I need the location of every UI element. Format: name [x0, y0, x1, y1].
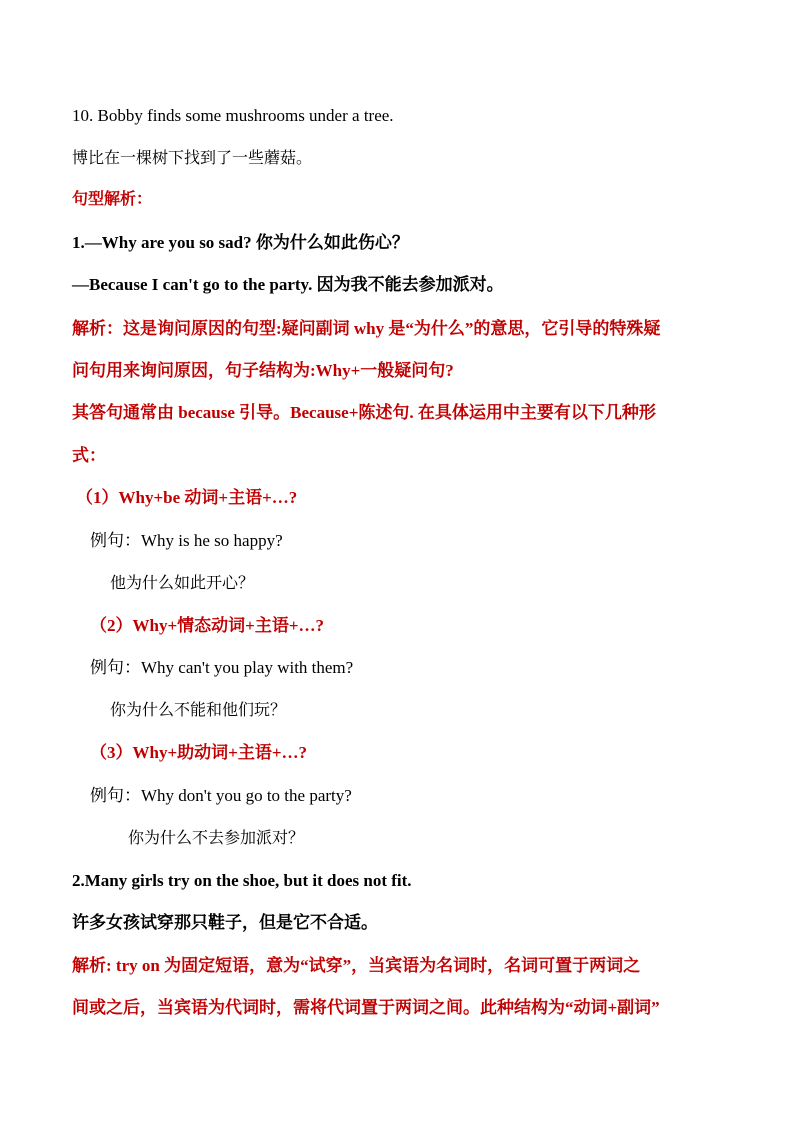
- form-2-example: 例句：Why can't you play with them?: [90, 658, 354, 677]
- example-sentence-10-translation: 博比在一棵树下找到了一些蘑菇。: [72, 148, 313, 167]
- form-3-example: 例句：Why don't you go to the party?: [90, 786, 352, 805]
- analysis-paragraph-line-2: 问句用来询问原因，句子结构为:Why+一般疑问句?: [72, 361, 454, 380]
- pattern-1-answer: —Because I can't go to the party. 因为我不能去参加派对。: [72, 275, 504, 294]
- analysis-paragraph-line-4: 式：: [72, 446, 106, 465]
- form-2-example-translation: 你为什么不能和他们玩？: [110, 700, 287, 719]
- form-2-heading: （2）Why+情态动词+主语+…?: [90, 616, 325, 635]
- form-1-example-translation: 他为什么如此开心？: [110, 573, 255, 592]
- example-sentence-10: 10. Bobby finds some mushrooms under a tree.: [72, 106, 394, 125]
- pattern-1-question: 1.—Why are you so sad? 你为什么如此伤心？: [72, 233, 409, 252]
- pattern-2-sentence: 2.Many girls try on the shoe, but it does not fit.: [72, 871, 412, 890]
- form-1-example: 例句：Why is he so happy?: [90, 531, 283, 550]
- form-3-example-translation: 你为什么不去参加派对？: [128, 828, 305, 847]
- form-3-heading: （3）Why+助动词+主语+…?: [90, 743, 308, 762]
- section-heading: 句型解析：: [72, 189, 153, 208]
- analysis-2-line-2: 间或之后，当宾语为代词时，需将代词置于两词之间。此种结构为“动词+副词”: [72, 998, 660, 1017]
- analysis-2-line-1: 解析: try on 为固定短语，意为“试穿”，当宾语为名词时，名词可置于两词之: [72, 956, 641, 975]
- form-1-heading: （1）Why+be 动词+主语+…?: [76, 488, 298, 507]
- analysis-paragraph-line-1: 解析：这是询问原因的句型:疑问副词 why 是“为什么”的意思，它引导的特殊疑: [72, 319, 661, 338]
- analysis-paragraph-line-3: 其答句通常由 because 引导。Because+陈述句. 在具体运用中主要有以下几种形: [72, 403, 656, 422]
- pattern-2-translation: 许多女孩试穿那只鞋子，但是它不合适。: [72, 913, 378, 932]
